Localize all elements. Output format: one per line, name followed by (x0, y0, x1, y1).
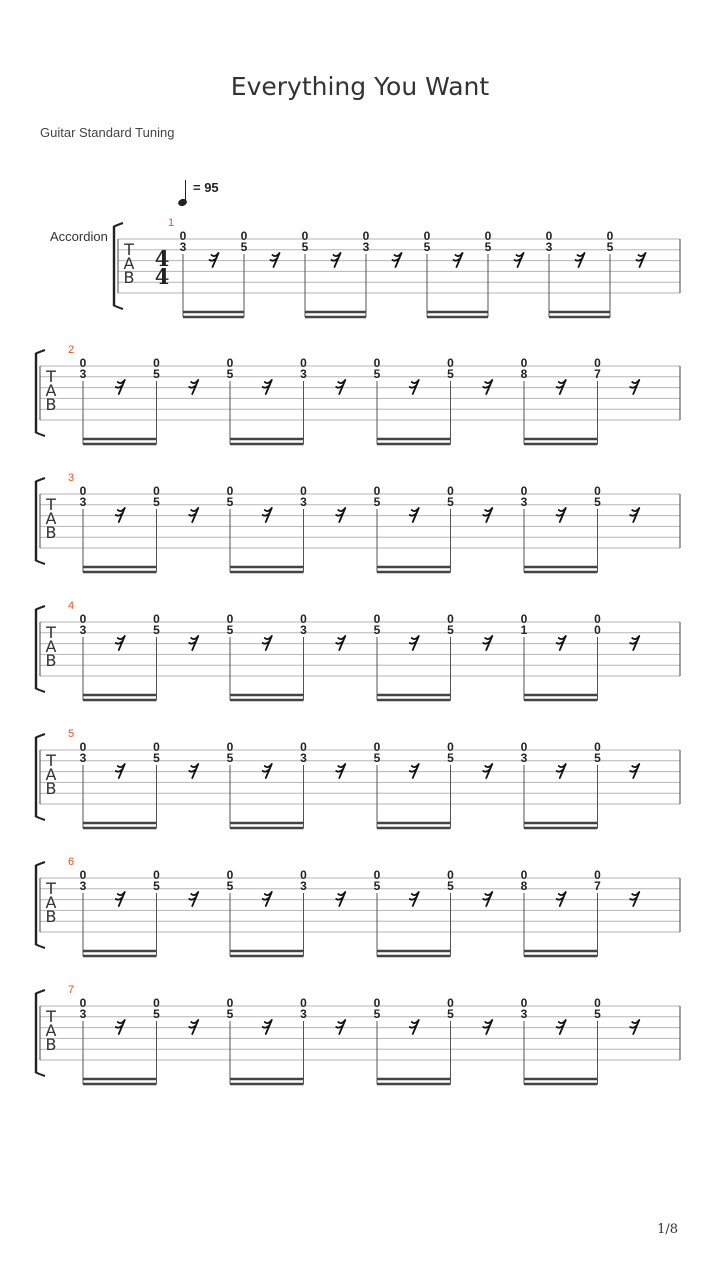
sixteenth-rest-icon (410, 380, 419, 394)
measure-number: 5 (68, 728, 75, 740)
tab-clef-letter: T (46, 1007, 56, 1026)
tempo-value: = 95 (193, 180, 219, 195)
sixteenth-rest-icon (393, 253, 402, 267)
fret-number-string1: 0 (447, 356, 454, 370)
tuning-label: Guitar Standard Tuning (40, 125, 175, 140)
fret-number-string1: 0 (79, 612, 87, 626)
sixteenth-rest-icon (410, 1020, 419, 1034)
fret-number-string2: 5 (301, 240, 309, 254)
tab-clef-letter: A (45, 509, 57, 528)
bracket-bottom-hook (35, 816, 45, 820)
sixteenth-rest-icon (263, 764, 272, 778)
sixteenth-rest-icon (210, 253, 219, 267)
sixteenth-rest-icon (189, 508, 198, 522)
fret-number-string2: 5 (447, 623, 454, 637)
fret-number-string1: 0 (226, 612, 234, 626)
tab-clef-letter: A (45, 381, 57, 400)
fret-number-string2: 5 (447, 751, 454, 765)
fret-number-string1: 0 (520, 356, 528, 370)
measure-number: 1 (168, 217, 175, 229)
fret-number-string1: 0 (79, 996, 87, 1010)
fret-number-string2: 3 (300, 623, 307, 637)
fret-number-string1: 0 (226, 484, 234, 498)
fret-number-string2: 5 (153, 623, 160, 637)
fret-number-string1: 0 (300, 868, 307, 882)
fret-number-string1: 0 (606, 229, 614, 243)
fret-number-string1: 0 (594, 996, 601, 1010)
fret-number-string1: 0 (520, 996, 528, 1010)
fret-number-string1: 0 (594, 868, 601, 882)
measure-number: 6 (68, 856, 75, 868)
sixteenth-rest-icon (557, 892, 566, 906)
fret-number-string2: 3 (520, 1007, 528, 1021)
bracket-top-hook (35, 606, 45, 610)
sixteenth-rest-icon (483, 764, 492, 778)
fret-number-string2: 5 (153, 367, 160, 381)
instrument-name: Accordion (50, 229, 108, 244)
sixteenth-rest-icon (557, 1020, 566, 1034)
fret-number-string1: 0 (362, 229, 370, 243)
sixteenth-rest-icon (116, 892, 125, 906)
fret-number-string2: 5 (226, 1007, 234, 1021)
fret-number-string1: 0 (226, 868, 234, 882)
bracket-top-hook (35, 478, 45, 482)
fret-number-string1: 0 (484, 229, 492, 243)
fret-number-string2: 5 (606, 240, 614, 254)
sixteenth-rest-icon (557, 764, 566, 778)
sixteenth-rest-icon (637, 253, 646, 267)
fret-number-string2: 5 (423, 240, 431, 254)
fret-number-string2: 5 (153, 495, 160, 509)
fret-number-string2: 5 (447, 367, 454, 381)
tab-clef-letter: T (46, 623, 56, 642)
sixteenth-rest-icon (483, 508, 492, 522)
sixteenth-rest-icon (116, 636, 125, 650)
sixteenth-rest-icon (271, 253, 280, 267)
fret-number-string2: 5 (373, 1007, 381, 1021)
fret-number-string2: 3 (79, 495, 87, 509)
fret-number-string2: 3 (300, 751, 307, 765)
fret-number-string1: 0 (153, 740, 160, 754)
fret-number-string2: 3 (300, 495, 307, 509)
fret-number-string2: 3 (300, 879, 307, 893)
fret-number-string2: 3 (300, 367, 307, 381)
sixteenth-rest-icon (116, 764, 125, 778)
sixteenth-rest-icon (630, 892, 639, 906)
tab-clef-letter: T (46, 879, 56, 898)
fret-number-string1: 0 (300, 740, 307, 754)
sixteenth-rest-icon (116, 380, 125, 394)
fret-number-string2: 3 (179, 240, 187, 254)
fret-number-string1: 0 (300, 612, 307, 626)
fret-number-string1: 0 (373, 868, 381, 882)
fret-number-string1: 0 (153, 868, 160, 882)
sixteenth-rest-icon (483, 1020, 492, 1034)
tab-clef-letter: A (45, 765, 57, 784)
fret-number-string1: 0 (520, 740, 528, 754)
tab-clef-letter: B (45, 779, 57, 798)
fret-number-string1: 0 (373, 996, 381, 1010)
tab-clef-letter: B (45, 907, 57, 926)
fret-number-string1: 0 (153, 996, 160, 1010)
fret-number-string2: 3 (520, 495, 528, 509)
fret-number-string1: 0 (423, 229, 431, 243)
bracket-bottom-hook (35, 688, 45, 692)
fret-number-string2: 5 (373, 879, 381, 893)
sixteenth-rest-icon (116, 508, 125, 522)
tab-clef-letter: T (46, 751, 56, 770)
fret-number-string1: 0 (300, 484, 307, 498)
fret-number-string1: 0 (594, 740, 601, 754)
tab-clef-letter: B (45, 523, 57, 542)
fret-number-string2: 5 (594, 1007, 601, 1021)
time-signature-bottom: 4 (154, 264, 170, 289)
sixteenth-rest-icon (410, 892, 419, 906)
sixteenth-rest-icon (336, 636, 345, 650)
bracket-bottom-hook (35, 944, 45, 948)
fret-number-string2: 5 (484, 240, 492, 254)
bracket-bottom-hook (35, 432, 45, 436)
fret-number-string1: 0 (300, 996, 307, 1010)
fret-number-string1: 0 (373, 740, 381, 754)
sixteenth-rest-icon (576, 253, 585, 267)
fret-number-string2: 1 (520, 623, 528, 637)
fret-number-string2: 5 (594, 495, 601, 509)
fret-number-string1: 0 (447, 868, 454, 882)
fret-number-string2: 5 (226, 751, 234, 765)
sixteenth-rest-icon (336, 764, 345, 778)
sixteenth-rest-icon (336, 892, 345, 906)
tab-clef-letter: T (46, 495, 56, 514)
sixteenth-rest-icon (630, 1020, 639, 1034)
sixteenth-rest-icon (263, 1020, 272, 1034)
sixteenth-rest-icon (630, 636, 639, 650)
fret-number-string1: 0 (373, 356, 381, 370)
fret-number-string1: 0 (447, 484, 454, 498)
fret-number-string1: 0 (301, 229, 309, 243)
sixteenth-rest-icon (116, 1020, 125, 1034)
fret-number-string2: 8 (520, 879, 528, 893)
sixteenth-rest-icon (189, 892, 198, 906)
sixteenth-rest-icon (263, 892, 272, 906)
fret-number-string2: 5 (153, 1007, 160, 1021)
fret-number-string2: 3 (300, 1007, 307, 1021)
measure-number: 2 (68, 344, 75, 356)
sixteenth-rest-icon (557, 636, 566, 650)
tab-clef-letter: B (45, 395, 57, 414)
sixteenth-rest-icon (454, 253, 463, 267)
tab-clef-letter: B (45, 651, 57, 670)
sixteenth-rest-icon (263, 380, 272, 394)
fret-number-string2: 5 (153, 751, 160, 765)
bracket-top-hook (35, 862, 45, 866)
sixteenth-rest-icon (410, 636, 419, 650)
bracket-top-hook (35, 734, 45, 738)
fret-number-string2: 5 (226, 879, 234, 893)
fret-number-string1: 0 (153, 612, 160, 626)
fret-number-string1: 0 (594, 484, 601, 498)
fret-number-string2: 7 (594, 367, 601, 381)
sixteenth-rest-icon (557, 380, 566, 394)
fret-number-string1: 0 (447, 996, 454, 1010)
fret-number-string2: 5 (594, 751, 601, 765)
fret-number-string1: 0 (79, 868, 87, 882)
tab-clef-letter: A (123, 254, 135, 273)
time-signature-top: 4 (154, 246, 170, 271)
fret-number-string2: 3 (362, 240, 370, 254)
fret-number-string2: 3 (520, 751, 528, 765)
sixteenth-rest-icon (189, 380, 198, 394)
fret-number-string1: 0 (520, 868, 528, 882)
sixteenth-rest-icon (483, 892, 492, 906)
fret-number-string2: 7 (594, 879, 601, 893)
score-title: Everything You Want (230, 72, 490, 101)
bracket-top-hook (35, 350, 45, 354)
fret-number-string1: 0 (79, 356, 87, 370)
tab-clef-letter: B (123, 268, 135, 287)
sixteenth-rest-icon (336, 380, 345, 394)
bracket-top-hook (113, 223, 123, 227)
fret-number-string2: 5 (373, 367, 381, 381)
measure-number: 7 (68, 984, 75, 996)
sixteenth-rest-icon (332, 253, 341, 267)
sixteenth-rest-icon (630, 508, 639, 522)
fret-number-string2: 5 (373, 751, 381, 765)
sixteenth-rest-icon (483, 380, 492, 394)
fret-number-string2: 5 (153, 879, 160, 893)
fret-number-string2: 5 (447, 495, 454, 509)
sixteenth-rest-icon (336, 508, 345, 522)
measure-number: 3 (68, 472, 75, 484)
bracket-bottom-hook (35, 1072, 45, 1076)
bracket-bottom-hook (113, 305, 123, 309)
fret-number-string1: 0 (79, 484, 87, 498)
fret-number-string1: 0 (373, 484, 381, 498)
fret-number-string1: 0 (226, 996, 234, 1010)
fret-number-string2: 5 (373, 623, 381, 637)
fret-number-string2: 3 (79, 879, 87, 893)
fret-number-string2: 3 (79, 1007, 87, 1021)
fret-number-string1: 0 (447, 740, 454, 754)
sixteenth-rest-icon (189, 764, 198, 778)
fret-number-string1: 0 (520, 484, 528, 498)
fret-number-string1: 0 (226, 740, 234, 754)
tab-clef-letter: T (124, 240, 134, 259)
measure-number: 4 (68, 600, 75, 612)
fret-number-string2: 5 (447, 1007, 454, 1021)
bracket-bottom-hook (35, 560, 45, 564)
fret-number-string1: 0 (153, 356, 160, 370)
fret-number-string1: 0 (373, 612, 381, 626)
fret-number-string1: 0 (545, 229, 553, 243)
sixteenth-rest-icon (630, 380, 639, 394)
sixteenth-rest-icon (483, 636, 492, 650)
fret-number-string2: 5 (226, 495, 234, 509)
sixteenth-rest-icon (189, 636, 198, 650)
tab-clef-letter: T (46, 367, 56, 386)
fret-number-string1: 0 (179, 229, 187, 243)
bracket-top-hook (35, 990, 45, 994)
tab-clef-letter: A (45, 893, 57, 912)
tab-clef-letter: A (45, 1021, 57, 1040)
sixteenth-rest-icon (410, 764, 419, 778)
fret-number-string2: 3 (79, 367, 87, 381)
fret-number-string1: 0 (79, 740, 87, 754)
sixteenth-rest-icon (263, 508, 272, 522)
fret-number-string2: 5 (226, 623, 234, 637)
fret-number-string2: 3 (545, 240, 553, 254)
tab-clef-letter: B (45, 1035, 57, 1054)
page-number: 1/8 (657, 1222, 678, 1237)
sixteenth-rest-icon (336, 1020, 345, 1034)
fret-number-string2: 5 (447, 879, 454, 893)
fret-number-string2: 8 (520, 367, 528, 381)
fret-number-string2: 0 (594, 623, 601, 637)
fret-number-string1: 0 (226, 356, 234, 370)
fret-number-string2: 5 (240, 240, 248, 254)
sixteenth-rest-icon (189, 1020, 198, 1034)
sixteenth-rest-icon (557, 508, 566, 522)
fret-number-string1: 0 (594, 356, 601, 370)
fret-number-string1: 0 (240, 229, 248, 243)
fret-number-string2: 3 (79, 751, 87, 765)
fret-number-string2: 5 (373, 495, 381, 509)
fret-number-string2: 3 (79, 623, 87, 637)
sixteenth-rest-icon (515, 253, 524, 267)
sixteenth-rest-icon (410, 508, 419, 522)
tab-clef-letter: A (45, 637, 57, 656)
sixteenth-rest-icon (263, 636, 272, 650)
fret-number-string1: 0 (520, 612, 528, 626)
sixteenth-rest-icon (630, 764, 639, 778)
fret-number-string1: 0 (447, 612, 454, 626)
fret-number-string1: 0 (594, 612, 601, 626)
fret-number-string1: 0 (153, 484, 160, 498)
fret-number-string2: 5 (226, 367, 234, 381)
fret-number-string1: 0 (300, 356, 307, 370)
